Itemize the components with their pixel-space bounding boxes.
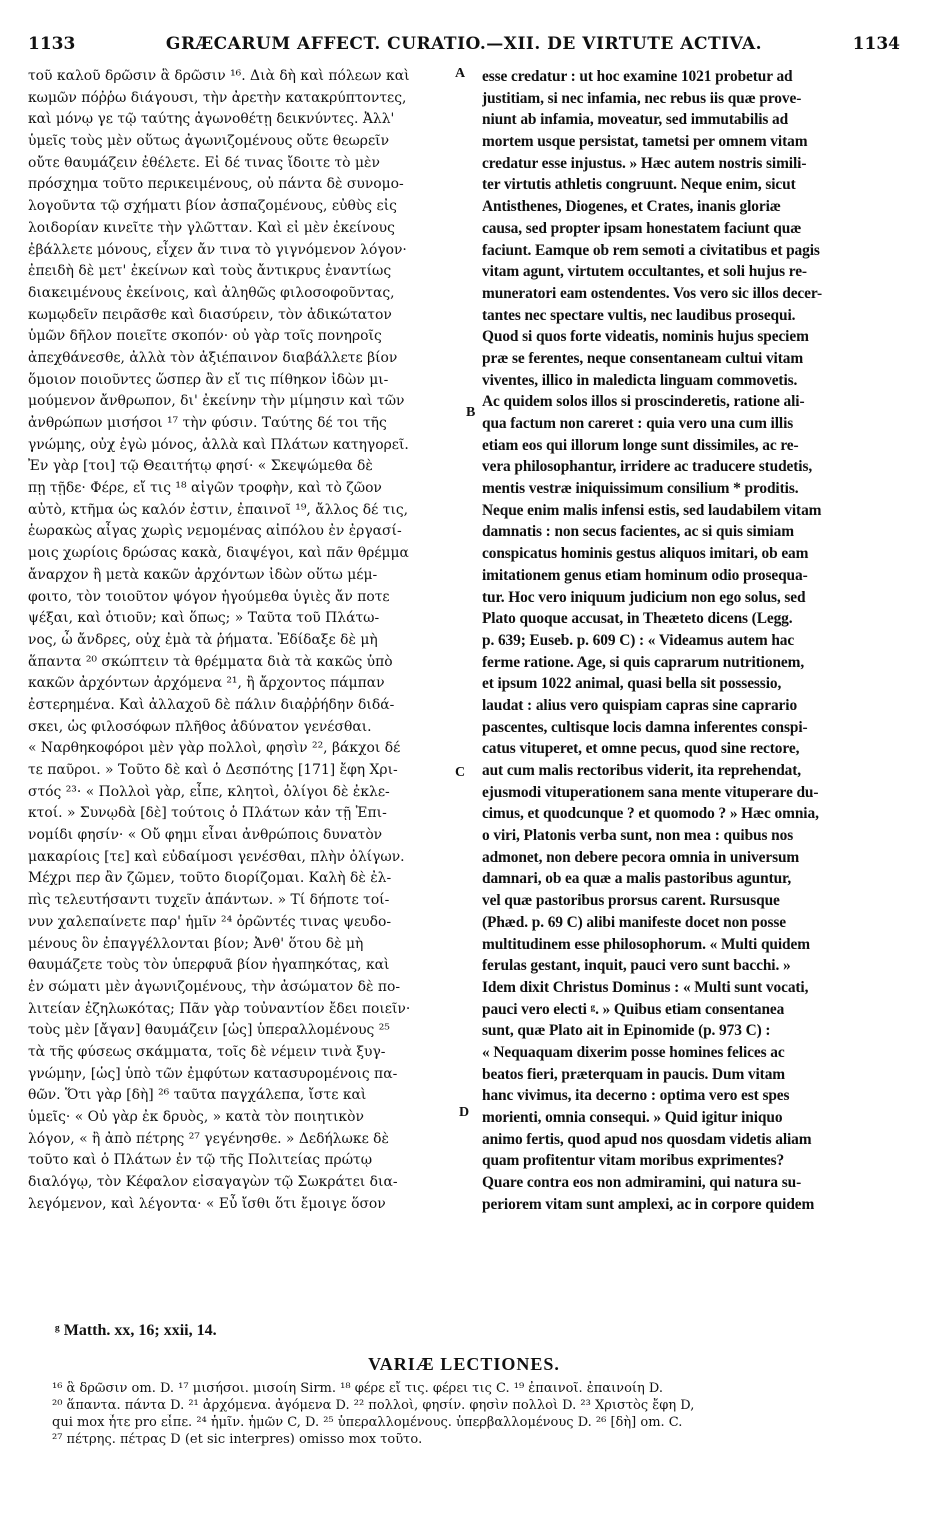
greek-column (28, 66, 450, 1215)
greek-text-line: οὔτε θαυμάζειν ἐθέλετε. Εἰ δέ τινας ἴδοιτε τὸ μὲν (28, 154, 380, 171)
latin-text-line: qua factum non careret : quia vero una cum illis (482, 415, 794, 432)
latin-text-line: damnatis : non secus facientes, ac si quis simiam (482, 523, 794, 541)
latin-text-line: Neque enim malis infensi estis, sed laudabilem vitam (482, 501, 822, 519)
section-marker-c: C (455, 765, 466, 780)
latin-text-line: catus vituperet, et omne pecus, quod sine rectore, (482, 740, 800, 758)
greek-text-line: ἀπεχθάνεσθε, ἀλλὰ τὸν ἀξιέπαινον διαβάλλετε βίον (28, 349, 398, 366)
greek-text-line: αὐτὸ, κτῆμα ὡς καλόν ἐστιν, ἐπαινοῖ ¹⁹, ἄλλος δέ τις, (28, 501, 409, 518)
latin-text-line: conspicatus hominis gestus aliquos imitari, ob eam (482, 545, 809, 563)
greek-text-line: τε παῦροι. » Τοῦτο δὲ καὶ ὁ Δεσπότης [171] ἔφη Χρι- (28, 762, 398, 778)
greek-text-line: κακῶν ἀρχόντων ἀρχόμενα ²¹, ἢ ἄρχοντος πάμπαν (28, 675, 385, 692)
variant-reading-line: ¹⁶ ἃ δρῶσιν om. D. ¹⁷ μισήσοι. μισοίη Sirm. ¹⁸ φέρε εἴ τις. φέρει τις C. ¹⁹ ἐπαινοῖ. ἐπαινοίη D. (52, 1381, 664, 1396)
greek-text-line: τὰ τῆς φύσεως σκάμματα, τοῖς δὲ νέμειν τινὰ ξυγ- (28, 1043, 386, 1060)
variant-reading-line: ²⁰ ἅπαντα. πάντα D. ²¹ ἀρχόμενα. ἀγόμενα D. ²² πολλοὶ, φησίν. φησὶν πολλοὶ D. ²³ Χριστὸς ἔφη D, (52, 1398, 695, 1413)
latin-text-line: pascentes, cultisque locis damna inferentes conspi- (482, 718, 808, 736)
greek-text-line: λοιδορίαν κινεῖτε τὴν γλῶτταν. Καὶ εἰ μὲν ἐκείνους (28, 219, 395, 236)
latin-text-line: Quod si quos forte videatis, nominis hujus speciem (482, 328, 809, 346)
greek-text-line: λόγον, « ἢ ἀπὸ πέτρης ²⁷ γεγένησθε. » Δεδήλωκε δὲ (28, 1130, 389, 1147)
greek-text-line: μούμενον ἄνθρωπον, δι' ἐκείνην τὴν μίμησιν καὶ τῶν (28, 393, 405, 410)
greek-text-line: λιτείαν ἐζηλωκότας; Πᾶν γὰρ τοὐναντίον ἔδει ποιεῖν· (28, 1000, 411, 1017)
latin-column (482, 66, 900, 1215)
latin-text-line: multitudinem esse philosophorum. « Multi quidem (482, 935, 810, 953)
greek-text-line: γνώμης, οὐχ ἐγὼ μόνος, ἀλλὰ καὶ Πλάτων κατηγορεῖ. (28, 436, 409, 453)
greek-text-line: μένους ὃν ἐπαγγέλλονται βίον; Ἀνθ' ὅτου δὲ μὴ (28, 935, 364, 952)
latin-text-line: « Nequaquam dixerim posse homines felices ac (482, 1043, 785, 1061)
running-title: GRÆCARUM AFFECT. CURATIO.—XII. DE VIRTUTE ACTIVA. (165, 34, 763, 54)
greek-text-line: Ἐν γὰρ [τοι] τῷ Θεαιτήτῳ φησί· « Σκεψώμεθα δὲ (28, 458, 373, 475)
greek-text-line: τοῦ καλοῦ δρῶσιν ἃ δρῶσιν ¹⁶. Διὰ δὴ καὶ πόλεων καὶ (28, 68, 410, 84)
greek-text-line: μακαρίοις [τε] καὶ εὐδαίμοσι γενέσθαι, πλὴν ὀλίγων. (28, 848, 405, 865)
latin-text-line: damnari, ob ea quæ a malis pastoribus aguntur, (482, 870, 792, 888)
latin-text-line: quam profitentur vitam moribus exprimentes? (482, 1152, 785, 1170)
greek-text-line: διακειμένους ἐκείνοις, καὶ ἀληθῶς φιλοσοφοῦντας, (28, 284, 395, 301)
greek-text-line: τοῦτο καὶ ὁ Πλάτων ἐν τῷ τῆς Πολιτείας πρώτῳ (28, 1152, 373, 1169)
latin-text-line: morienti, omnia consequi. » Quid igitur iniquo (482, 1109, 783, 1126)
greek-text-line: λεγόμενον, καὶ λέγοντα· « Εὖ ἴσθι ὅτι ἔμοιγε ὅσον (28, 1195, 386, 1212)
variae-lectiones (52, 1380, 900, 1448)
greek-text-line: ἑωρακὼς αἶγας χωρὶς νεμομένας αἰπόλου ἐν ἐργασί- (28, 523, 402, 540)
greek-text-line: κωμῶν πόῤῥω διάγουσι, τὴν ἀρετὴν κατακρύπτοντες, (28, 89, 407, 106)
latin-text-line: imitationem genus etiam hominum odio prosequa- (482, 566, 808, 584)
greek-text-line: ἅπαντα ²⁰ σκώπτειν τὰ θρέμματα διὰ τὰ κακῶς ὑπὸ (28, 653, 393, 670)
latin-text-line: justitiam, si nec infamia, nec rebus iis quæ prove- (482, 89, 802, 107)
variant-reading-line: qui mox ἦτε pro εἶπε. ²⁴ ἡμῖν. ἡμῶν C, D. ²⁵ ὑπεραλλομένους. ὑπερβαλλομένους D. ²⁶ [δὴ] om. C. (52, 1415, 683, 1430)
greek-text-line: πῃ τῇδε· Φέρε, εἴ τις ¹⁸ αἰγῶν τροφὴν, καὶ τὸ ζῶον (28, 480, 382, 497)
latin-text-line: mentis vestræ iniquissimum consilium * proditis. (482, 480, 799, 498)
latin-text-line: beatos fieri, præterquam in paucis. Dum vitam (482, 1065, 786, 1083)
greek-text-line: μοις χωρίοις δρώσας κακὰ, διαψέγοι, καὶ πᾶν θρέμμα (28, 545, 409, 562)
variant-reading-line: ²⁷ πέτρης. πέτρας D (et sic interpres) omisso mox τοῦτο. (52, 1432, 423, 1447)
latin-text-line: o viri, Platonis verba sunt, non mea : quibus nos (482, 827, 794, 845)
latin-text-line: vel quæ pastoribus prorsus carent. Rursusque (482, 892, 780, 910)
latin-text-line: Idem dixit Christus Dominus : « Multi sunt vocati, (482, 978, 809, 996)
latin-text-line: Ac quidem solos illos si proscinderetis, ratione ali- (482, 393, 805, 411)
greek-text-line: ἄναρχον ἢ μετὰ κακῶν ἀρχόντων ἰδὼν οὕτω μέμ- (28, 566, 378, 583)
greek-text-line: ὑμεῖς τοὺς μὲν οὕτως ἀγωνιζομένους οὔτε θεωρεῖν (28, 133, 390, 150)
latin-text-line: cimus, et quodcunque ? et quomodo ? » Hæc omnia, (482, 805, 819, 823)
greek-text-line: κτοί. » Συνῳδὰ [δὲ] τούτοις ὁ Πλάτων κἀν τῇ Ἐπι- (28, 805, 387, 822)
greek-text-line: τοὺς μὲν [ἄγαν] θαυμάζειν [ὡς] ὑπεραλλομένους ²⁵ (28, 1022, 390, 1039)
latin-text-line: sunt, quæ Plato ait in Epinomide (p. 973 C) : (482, 1022, 771, 1040)
latin-text-line: Plato quoque accusat, in Theæteto dicens (Legg. (482, 610, 793, 628)
latin-text-line: Quare contra eos non admiramini, qui natura su- (482, 1174, 802, 1192)
greek-text-line: ψέξαι, καὶ ὁτιοῦν; καὶ ὅπως; » Ταῦτα τοῦ Πλάτω- (28, 610, 380, 627)
latin-text-line: viventes, illico in maledicta linguam commovetis. (482, 371, 798, 389)
latin-text-line: mortem usque persistat, tametsi per omnem vitam (482, 133, 808, 151)
greek-text-line: Μέχρι περ ἂν ζῶμεν, τοῦτο διορίζομαι. Καλὴ δὲ ἐλ- (28, 870, 392, 887)
greek-text-line: φοιτο, τὸν τοιοῦτον ψόγον ἡγούμεθα ὑγιὲς ἄν ποτε (28, 588, 390, 605)
latin-text-line: muneratori eam ostendentes. Vos vero sic illos decer- (482, 284, 823, 302)
footnote: ᵍ Matth. xx, 16; xxii, 14. (55, 1322, 217, 1339)
variae-lectiones-title: VARIÆ LECTIONES. (368, 1354, 560, 1374)
latin-text-line: hanc vivimus, ita decerno : optima vero est spes (482, 1087, 790, 1105)
section-marker-a: A (455, 66, 466, 81)
latin-text-line: et ipsum 1022 animal, quasi bella sit possessio, (482, 675, 782, 693)
latin-text-line: vitam agunt, virtutem occultantes, et soli hujus re- (482, 263, 807, 281)
latin-text-line: p. 639; Euseb. p. 609 C) : « Videamus autem hac (482, 631, 795, 649)
greek-text-line: ἐπειδὴ δὲ μετ' ἐκείνων καὶ τοὺς ἄντικρυς ἐναντίως (28, 263, 392, 280)
greek-text-line: « Ναρθηκοφόροι μὲν γὰρ πολλοὶ, φησὶν ²², βάκχοι δέ (28, 740, 401, 757)
greek-text-line: ἐβάλλετε μόνους, εἶχεν ἄν τινα τὸ γιγνόμενον λόγον· (28, 241, 407, 258)
greek-text-line: ἐν σώματι μὲν ἀγωνιζομένους, τὴν ἀσώματον δὲ πο- (28, 978, 401, 995)
latin-text-line: (Phæd. p. 69 C) alibi manifeste docet non posse (482, 913, 786, 931)
latin-text-line: niunt ab infamia, moveatur, sed immutabilis ad (482, 111, 789, 129)
greek-text-line: ὅμοιον ποιοῦντες ὥσπερ ἂν εἴ τις πίθηκον ἰδὼν μι- (28, 371, 389, 388)
greek-text-line: θαυμάζετε τοὺς τὸν ὑπερφυᾶ βίον ἠγαπηκότας, καὶ (28, 957, 390, 974)
latin-text-line: periorem vitam sunt amplexi, ac in corpore quidem (482, 1195, 815, 1213)
latin-text-line: causa, sed propter ipsam honestatem faciunt quæ (482, 219, 802, 237)
latin-text-line: esse credatur : ut hoc examine 1021 probetur ad (482, 68, 793, 85)
latin-text-line: etiam eos qui illorum longe sunt dissimiles, ac re- (482, 436, 799, 454)
greek-text-line: πὶς τελευτήσαντι τυχεῖν ἁπάντων. » Τί δήποτε τοί- (28, 892, 390, 909)
greek-text-line: λογοῦντα τῷ σχήματι βίον ἀσπαζομένους, εὐθὺς εἰς (28, 198, 397, 215)
latin-text-line: credatur esse injustus. » Hæc autem nostris simili- (482, 154, 807, 172)
greek-text-line: ὑμεῖς· « Οὐ γὰρ ἐκ δρυὸς, » κατὰ τὸν ποιητικὸν (28, 1109, 364, 1125)
latin-text-line: ejusmodi vituperationem sana mente vituperare du- (482, 783, 819, 801)
latin-text-line: animo fertis, quod apud nos quosdam videtis aliam (482, 1130, 812, 1148)
greek-text-line: καὶ μόνῳ γε τῷ ταύτης ἀγωνοθέτῃ δεικνύντες. Ἀλλ' (28, 111, 395, 128)
latin-text-line: vera philosophantur, irridere ac traducere studetis, (482, 458, 813, 476)
greek-text-line: νομίδι φησίν· « Οὔ φημι εἶναι ἀνθρώποις δυνατὸν (28, 827, 383, 844)
latin-text-line: ferme ratione. Age, si quis caprarum nutritionem, (482, 653, 805, 671)
greek-text-line: ὑμῶν δῆλον ποιεῖτε σκοπόν· οὐ γὰρ τοῖς πονηροῖς (28, 328, 382, 345)
latin-text-line: admonet, non debere pecora omnia in universum (482, 848, 800, 866)
latin-text-line: præ se ferentes, neque consentaneam cultui vitam (482, 349, 804, 367)
latin-text-line: faciunt. Eamque ob rem semoti a civitatibus et pagis (482, 241, 820, 259)
greek-text-line: διαλόγῳ, τὸν Κέφαλον εἰσαγαγὼν τῷ Σωκράτει δια- (28, 1174, 398, 1191)
greek-text-line: ἐστερημένα. Καὶ ἀλλαχοῦ δὲ πάλιν διαῤῥήδην διδά- (28, 696, 395, 713)
page-header (28, 34, 900, 58)
latin-text-line: Antisthenes, Diogenes, et Crates, inanis gloriæ (482, 198, 781, 216)
page-number-left: 1133 (28, 34, 76, 54)
latin-text-line: ter virtutis athletis congruunt. Neque enim, sicut (482, 176, 796, 194)
greek-text-line: στός ²³· « Πολλοὶ γὰρ, εἶπε, κλητοὶ, ὀλίγοι δὲ ἐκλε- (28, 783, 390, 800)
greek-text-line: ἀνθρώπων μισήσοι ¹⁷ τὴν φύσιν. Ταύτης δέ τοι τῆς (28, 415, 387, 431)
section-marker-d: D (459, 1105, 470, 1120)
page-number-right: 1134 (852, 34, 900, 54)
greek-text-line: γνώμην, [ὡς] ὑπὸ τῶν ἐμφύτων κατασυρομένοις πα- (28, 1065, 398, 1082)
greek-text-line: σκει, ὡς φιλοσόφων πλῆθος ἀδύνατον γενέσθαι. (28, 718, 372, 735)
section-marker-b: B (466, 405, 476, 420)
latin-text-line: aut cum malis rectoribus viderit, ita reprehendat, (482, 762, 802, 779)
latin-text-line: pauci vero electi ᵍ. » Quibus etiam consentanea (482, 1000, 785, 1018)
greek-text-line: θῶν. Ὅτι γὰρ [δὴ] ²⁶ ταῦτα παγχάλεπα, ἴστε καὶ (28, 1087, 367, 1104)
greek-text-line: νος, ὦ ἄνδρες, οὐχ ἐμὰ τὰ ῥήματα. Ἐδίδαξε δὲ μὴ (28, 631, 378, 648)
latin-text-line: tantes nec spectare vultis, nec laudibus prosequi. (482, 306, 796, 324)
greek-text-line: πρόσχημα τοῦτο περικειμένους, οὐ πάντα δὲ συνομο- (28, 176, 404, 193)
latin-text-line: ferulas gestant, inquit, pauci vero sunt bacchi. » (482, 957, 791, 975)
greek-text-line: κωμῳδεῖν πειρᾶσθε καὶ διασύρειν, τὸν ἀδικώτατον (28, 306, 392, 323)
greek-text-line: νυν χαλεπαίνετε παρ' ἡμῖν ²⁴ ὁρῶντές τινας ψευδο- (28, 913, 392, 930)
latin-text-line: laudat : alius vero quispiam capras sine caprario (482, 696, 798, 714)
latin-text-line: tur. Hoc vero iniquum judicium non ego solus, sed (482, 588, 806, 606)
